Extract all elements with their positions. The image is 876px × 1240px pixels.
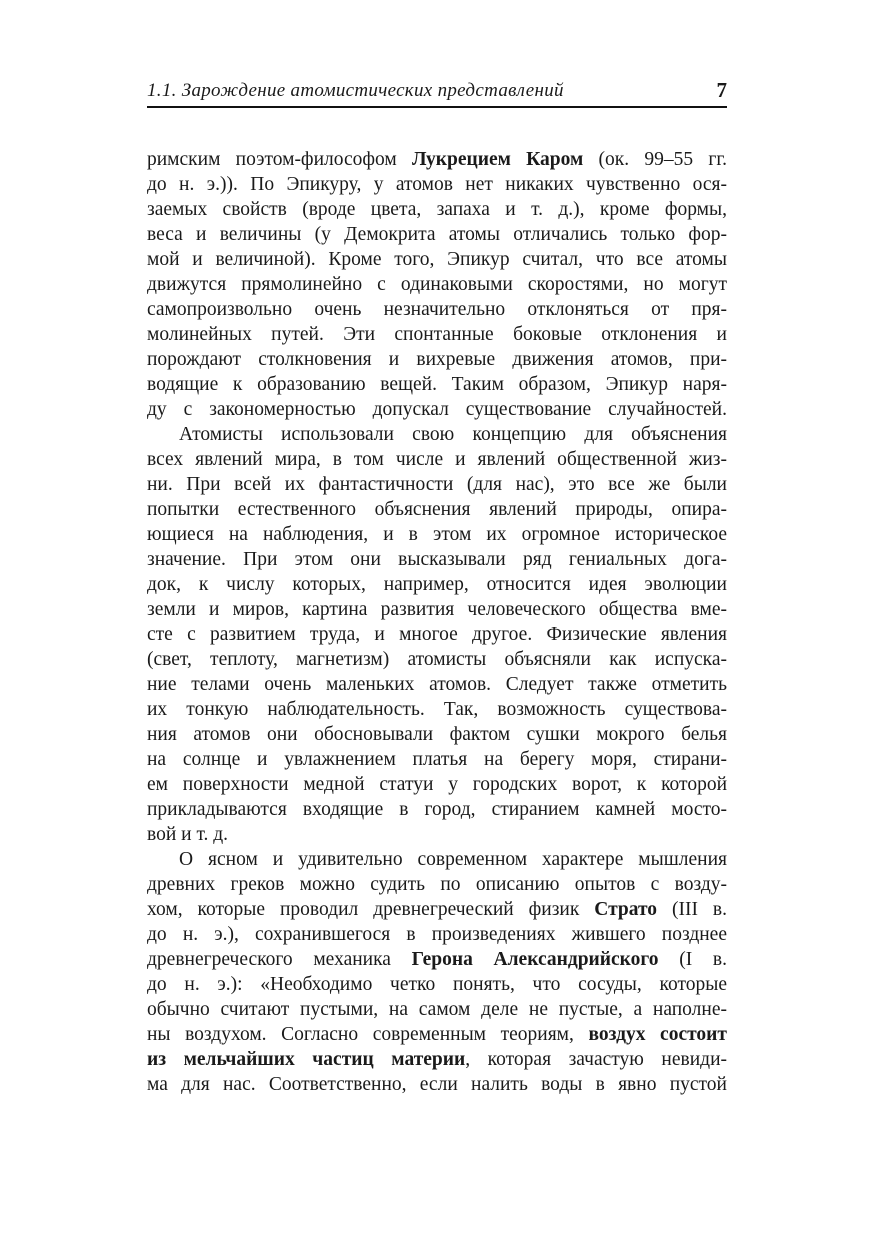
text-run: ду с закономерностью допускал существование случайностей. (147, 399, 727, 420)
text-run: прикладываются входящие в город, стиранием камней мосто- (147, 799, 727, 820)
text-run: заемых свойств (вроде цвета, запаха и т. д.), кроме формы, (147, 199, 727, 220)
text-line (147, 197, 727, 222)
text-run: до н. э.): «Необходимо четко понять, что сосуды, которые (147, 974, 727, 995)
text-run: порождают столкновения и вихревые движения атомов, при- (147, 349, 727, 370)
text-line (147, 597, 727, 622)
bold-term: Герона Александрийского (411, 949, 659, 970)
text-run: попытки естественного объяснения явлений природы, опира- (147, 499, 727, 520)
text-line (147, 397, 727, 422)
text-run: веса и величины (у Демокрита атомы отличались только фор- (147, 224, 727, 245)
text-line (147, 747, 727, 772)
text-run: ющиеся на наблюдения, и в этом их огромное историческое (147, 524, 727, 545)
text-line (147, 1072, 727, 1097)
text-line (147, 972, 727, 997)
text-run: вой и т. д. (147, 824, 229, 845)
text-run: обычно считают пустыми, на самом деле не пустые, а наполне- (147, 999, 727, 1020)
text-run: их тонкую наблюдательность. Так, возможность существова- (147, 699, 727, 720)
text-run: сте с развитием труда, и многое другое. Физические явления (147, 624, 727, 645)
text-line (147, 897, 727, 922)
text-line (147, 947, 727, 972)
text-run: Атомисты использовали свою концепцию для объяснения (179, 424, 727, 445)
text-run: хом, которые проводил древнегреческий физик (147, 899, 595, 920)
text-run: древних греков можно судить по описанию опытов с возду- (147, 874, 727, 895)
text-line (147, 922, 727, 947)
text-run: мой и величиной). Кроме того, Эпикур считал, что все атомы (147, 249, 727, 270)
text-run: водящие к образованию вещей. Таким образом, Эпикур наря- (147, 374, 727, 395)
text-run: ни. При всей их фантастичности (для нас), это все же были (147, 474, 727, 495)
text-run: , которая зачастую невиди- (465, 1049, 727, 1070)
text-line (147, 497, 727, 522)
running-header (147, 78, 727, 108)
paragraph (147, 847, 727, 1097)
text-line (147, 147, 727, 172)
text-line (147, 172, 727, 197)
body-text (147, 147, 727, 1097)
text-line (147, 1047, 727, 1072)
text-line (147, 1022, 727, 1047)
text-line (147, 247, 727, 272)
bold-term: Страто (594, 899, 658, 920)
bold-term: из мельчайших частиц материи (147, 1049, 466, 1070)
text-line (147, 697, 727, 722)
text-run: ние телами очень маленьких атомов. Следует также отметить (147, 674, 727, 695)
text-run: всех явлений мира, в том числе и явлений общественной жиз- (147, 449, 727, 470)
text-run: (ок. 99–55 гг. (583, 149, 727, 170)
text-line (147, 872, 727, 897)
text-line (147, 772, 727, 797)
text-line (147, 997, 727, 1022)
text-run: ны воздухом. Согласно современным теориям, (147, 1024, 589, 1045)
paragraph (147, 422, 727, 847)
text-line (147, 347, 727, 372)
text-run: ния атомов они обосновывали фактом сушки мокрого белья (147, 724, 727, 745)
text-line (147, 572, 727, 597)
text-line (147, 547, 727, 572)
bold-term: Лукрецием Каром (411, 149, 584, 170)
text-run: значение. При этом они высказывали ряд гениальных дога- (147, 549, 727, 570)
text-run: до н. э.)). По Эпикуру, у атомов нет никаких чувственно ося- (147, 174, 727, 195)
text-line (147, 322, 727, 347)
text-line (147, 422, 727, 447)
text-line (147, 297, 727, 322)
text-run: движутся прямолинейно с одинаковыми скоростями, но могут (147, 274, 727, 295)
text-line (147, 372, 727, 397)
text-line (147, 722, 727, 747)
text-run: ма для нас. Соответственно, если налить воды в явно пустой (147, 1074, 727, 1095)
paragraph (147, 147, 727, 422)
text-run: ем поверхности медной статуи у городских ворот, к которой (147, 774, 727, 795)
text-line (147, 672, 727, 697)
text-run: (I в. (658, 949, 727, 970)
text-run: до н. э.), сохранившегося в произведениях жившего позднее (147, 924, 727, 945)
bold-term: воздух состоит (588, 1024, 727, 1045)
text-run: земли и миров, картина развития человеческого общества вме- (147, 599, 727, 620)
text-line (147, 622, 727, 647)
text-run: молинейных путей. Эти спонтанные боковые отклонения и (147, 324, 727, 345)
text-line (147, 472, 727, 497)
text-line (147, 522, 727, 547)
text-run: древнегреческого механика (147, 949, 412, 970)
text-run: (свет, теплоту, магнетизм) атомисты объясняли как испуска- (147, 649, 727, 670)
text-line (147, 797, 727, 822)
text-run: док, к числу которых, например, относится идея эволюции (147, 574, 727, 595)
page-number: 7 (716, 78, 727, 102)
text-line (147, 847, 727, 872)
text-line (147, 447, 727, 472)
text-run: на солнце и увлажнением платья на берегу моря, стирани- (147, 749, 727, 770)
text-line (147, 822, 727, 847)
text-line (147, 647, 727, 672)
text-run: самопроизвольно очень незначительно отклоняться от пря- (147, 299, 727, 320)
text-run: римским поэтом-философом (147, 149, 412, 170)
text-run: (III в. (657, 899, 727, 920)
chapter-title: 1.1. Зарождение атомистических представлений (147, 80, 564, 101)
text-line (147, 222, 727, 247)
text-line (147, 272, 727, 297)
text-run: О ясном и удивительно современном характере мышления (179, 849, 727, 870)
